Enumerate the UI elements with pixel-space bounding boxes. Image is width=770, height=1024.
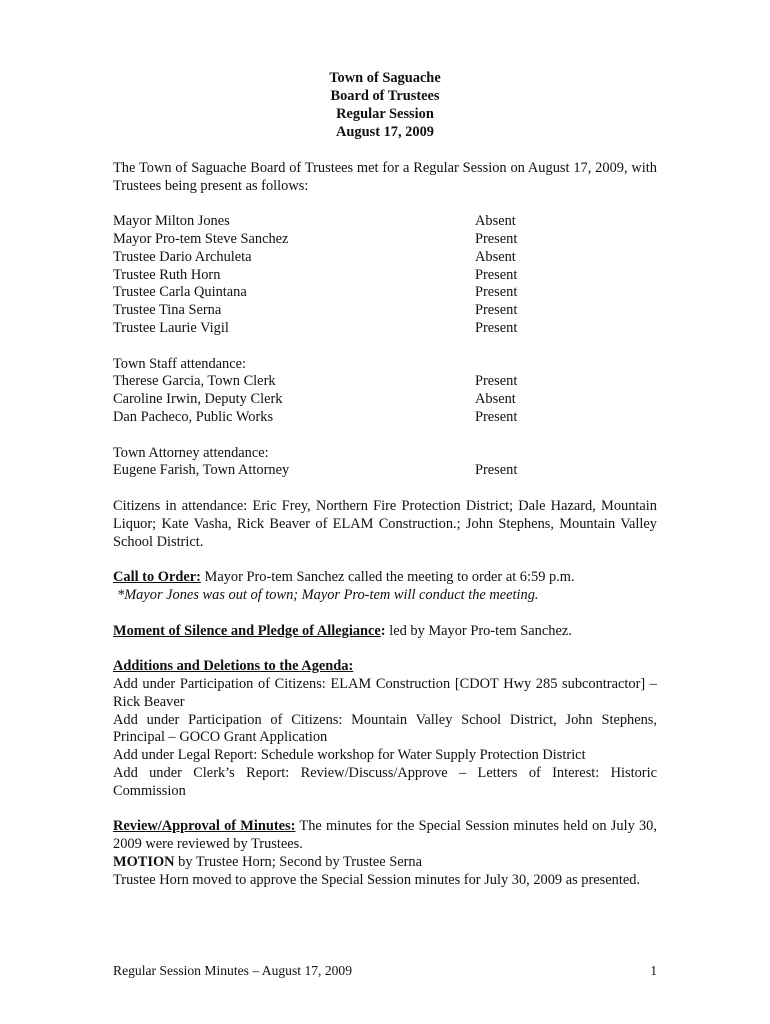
attorney-heading: Town Attorney attendance: [113,444,269,461]
trustee-row [113,231,657,249]
document-page [113,70,657,889]
trustee-name: Mayor Pro-tem Steve Sanchez [113,230,289,247]
trustee-name: Mayor Milton Jones [113,213,230,230]
staff-name: Dan Pacheco, Public Works [113,408,274,425]
trustee-status: Present [475,230,518,247]
call-to-order-label: Call to Order: [113,569,201,586]
moment-text: led by Mayor Pro-tem Sanchez. [385,622,572,639]
trustee-status: Present [475,319,518,336]
trustee-list [113,213,657,338]
footer-title: Regular Session Minutes – August 17, 2009 [113,963,353,978]
trustee-row [113,249,657,267]
title-date: August 17, 2009 [336,124,434,140]
trustee-name: Trustee Dario Archuleta [113,248,252,265]
trustee-status: Present [475,302,518,319]
staff-status: Absent [475,391,516,408]
moment-colon: : [380,622,386,639]
additions-heading: Additions and Deletions to the Agenda: [113,658,354,675]
page-number: 1 [650,963,657,978]
staff-row [113,391,657,409]
additions-item: Add under Clerk’s Report: Review/Discuss/Approve – Letters of Interest: Historic Commission [113,764,657,799]
citizens-paragraph: Citizens in attendance: Eric Frey, Northern Fire Protection District; Dale Hazard, Mountain Liquor; Kate Vasha, Rick Beaver of ELAM Construction.; John Stephens, Mountain Valley School District. [113,497,657,550]
additions-item: Add under Participation of Citizens: ELAM Construction [CDOT Hwy 285 subcontractor] – Rick Beaver [113,675,657,710]
call-to-order [113,569,657,587]
minutes-review [113,818,657,854]
title-session: Regular Session [336,106,434,122]
page-footer [113,962,657,980]
document-title [113,70,657,142]
intro-paragraph: The Town of Saguache Board of Trustees met for a Regular Session on August 17, 2009, with Trustees being present as follows: [113,159,657,194]
trustee-row [113,320,657,338]
trustee-status: Absent [475,248,516,265]
trustee-row [113,267,657,285]
trustee-status: Present [475,266,518,283]
trustee-status: Absent [475,213,516,230]
trustee-status: Present [475,284,518,301]
trustee-row [113,302,657,320]
attorney-status: Present [475,462,518,479]
trustee-name: Trustee Tina Serna [113,302,222,319]
call-to-order-text: Mayor Pro-tem Sanchez called the meeting to order at 6:59 p.m. [200,569,575,586]
trustee-name: Trustee Laurie Vigil [113,319,229,336]
additions-item: Add under Legal Report: Schedule workshop for Water Supply Protection District [113,747,586,764]
staff-section [113,356,657,427]
minutes-motion [113,854,657,872]
staff-status: Present [475,408,518,425]
trustee-name: Trustee Carla Quintana [113,284,247,301]
attorney-row [113,462,657,480]
staff-status: Present [475,373,518,390]
minutes-label: Review/Approval of Minutes: [113,818,296,835]
motion-text: by Trustee Horn; Second by Trustee Serna [174,853,422,870]
attorney-section [113,445,657,481]
title-town: Town of Saguache [329,70,441,86]
moment-label: Moment of Silence and Pledge of Allegiance [113,622,381,639]
motion-label: MOTION [113,853,175,870]
minutes-text: The minutes for the Special Session minutes held on July 30, 2009 were reviewed by Trustees. [113,818,657,853]
staff-row [113,373,657,391]
staff-name: Caroline Irwin, Deputy Clerk [113,391,283,408]
trustee-name: Trustee Ruth Horn [113,266,221,283]
trustee-row [113,213,657,231]
moment-of-silence [113,623,657,641]
minutes-detail: Trustee Horn moved to approve the Special Session minutes for July 30, 2009 as presented. [113,871,641,888]
title-board: Board of Trustees [330,88,440,104]
staff-name: Therese Garcia, Town Clerk [113,373,276,390]
call-to-order-note: *Mayor Jones was out of town; Mayor Pro-tem will conduct the meeting. [117,586,539,603]
trustee-row [113,284,657,302]
staff-row [113,409,657,427]
additions-item: Add under Participation of Citizens: Mountain Valley School District, John Stephens, Principal – GOCO Grant Application [113,711,657,746]
staff-heading: Town Staff attendance: [113,355,246,372]
attorney-name: Eugene Farish, Town Attorney [113,462,290,479]
